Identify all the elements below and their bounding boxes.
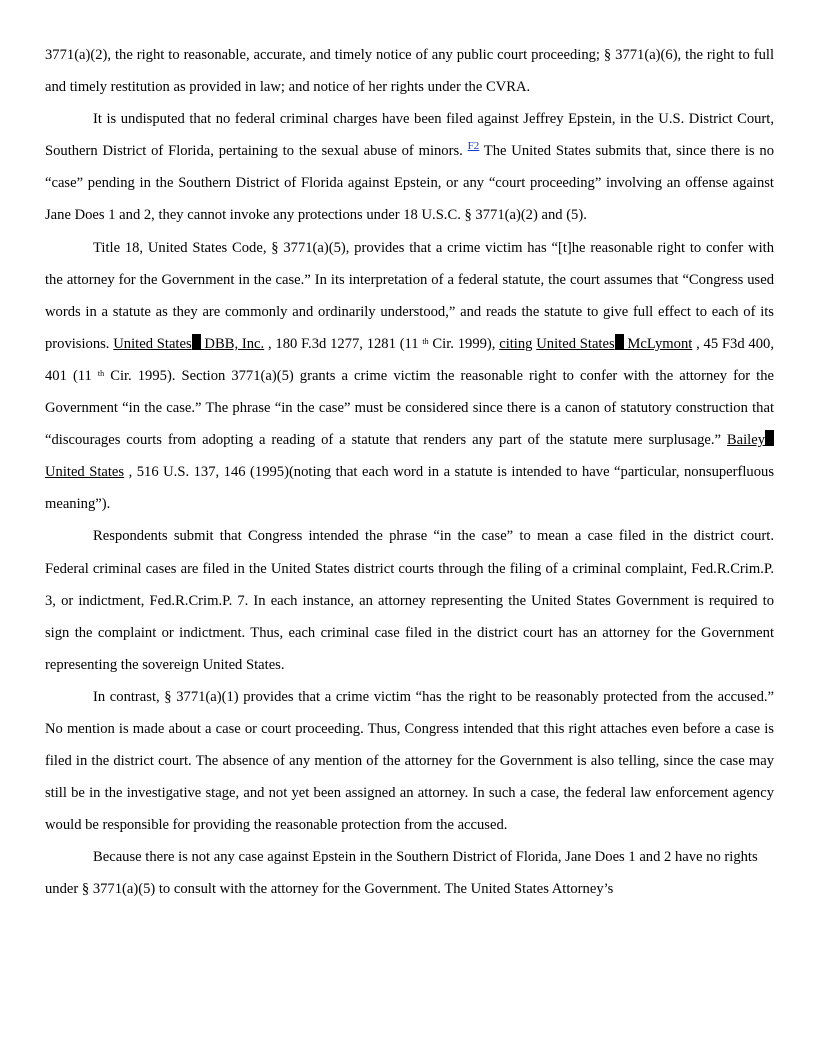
footnote-link-f2[interactable]: F2 <box>467 140 480 153</box>
case-party-mclymont: McLymont <box>623 335 693 352</box>
paragraph-5-text: In contrast, § 3771(a)(1) provides that a crime victim “has the right to be reasonably protected from the accused.” No mention is made about a case or court proceeding. Thus, Congress intended that this right attaches even before a case is filed in the district court. The absence of any mention of the attorney for the Government is also telling, since the case may still be in the investigative stage, and not yet been assigned an attorney. In such a case, the federal law enforcement agency would be responsible for providing the reasonable protection from the accused. <box>45 688 774 834</box>
paragraph-2 <box>45 103 774 231</box>
paragraph-5 <box>45 681 774 841</box>
ordinal-sup: th <box>97 368 105 378</box>
redaction-block <box>615 334 624 350</box>
case-cite-dbb-a: , 180 F.3d 1277, 1281 (11 <box>264 335 423 352</box>
paragraph-6-text: Because there is not any case against Epstein in the Southern District of Florida, Jane Does 1 and 2 have no rights under § 3771(a)(5) to consult with the attorney for the Government. The United States Attorney’s <box>45 849 758 898</box>
case-party-united-states: United States <box>113 335 192 352</box>
case-cite-bailey: , 516 U.S. 137, 146 (1995)(noting that each word in a statute is intended to have “particular, nonsuperfluous meaning”). <box>45 464 774 513</box>
document-page <box>45 39 774 906</box>
paragraph-6 <box>45 841 774 905</box>
case-citation-mclymont <box>536 336 692 352</box>
case-party-united-states: United States <box>536 335 615 352</box>
case-cite-dbb-b: Cir. 1999), <box>428 335 500 352</box>
case-cite-mclymont-a: , 45 F3d 400, 401 (11 <box>45 335 774 384</box>
case-cite-mclymont-b: Cir. 1995). Section 3771(a)(5) grants a crime victim the reasonable right to confer with the attorney for the Government “in the case.” The phrase “in the case” must be considered since there is a canon of statutory construction that “discourages courts from adopting a reading of a statute that renders any part of the statute mere surplusage.” <box>45 367 774 449</box>
citing-signal: citing <box>499 335 533 352</box>
paragraph-1-text: 3771(a)(2), the right to reasonable, accurate, and timely notice of any public court proceeding; § 3771(a)(6), the right to full and timely restitution as provided in law; and notice of her rights under the CVRA. <box>45 47 774 96</box>
paragraph-2-text-b: The United States submits that, since there is no “case” pending in the Southern District of Florida against Epstein, or any “court proceeding” involving an offense against Jane Does 1 and 2, they cannot invoke any protections under 18 U.S.C. § 3771(a)(2) and (5). <box>45 143 775 224</box>
ordinal-sup: th <box>422 336 429 346</box>
paragraph-3-text-a: Title 18, United States Code, § 3771(a)(5), provides that a crime victim has “[t]he reasonable right to confer with the attorney for the Government in the case.” In its interpretation of a federal statute, the court assumes that “Congress used words in a statute as they are commonly and ordinarily understood,” and reads the statute to give full effect to each of its provisions. <box>45 239 774 352</box>
paragraph-4-text: Respondents submit that Congress intended the phrase “in the case” to mean a case filed in the district court. Federal criminal cases are filed in the United States district courts through the filing of a criminal complaint, Fed.R.Crim.P. 3, or indictment, Fed.R.Crim.P. 7. In each instance, an attorney representing the United States Government is required to sign the complaint or indictment. Thus, each criminal case filed in the district court has an attorney for the Government representing the sovereign United States. <box>45 528 774 673</box>
paragraph-2-text-a: It is undisputed that no federal criminal charges have been filed against Jeffrey Epstein, in the U.S. District Court, Southern District of Florida, pertaining to the sexual abuse of minors. <box>45 111 774 160</box>
redaction-block <box>192 334 201 350</box>
case-party-bailey: Bailey <box>726 432 765 449</box>
paragraph-3 <box>45 232 774 521</box>
case-party-dbb: DBB, Inc. <box>200 335 265 352</box>
paragraph-1 <box>45 39 774 103</box>
paragraph-4 <box>45 520 774 680</box>
case-party-united-states: United States <box>45 464 125 481</box>
case-citation-dbb <box>113 336 264 352</box>
redaction-block <box>765 430 774 446</box>
